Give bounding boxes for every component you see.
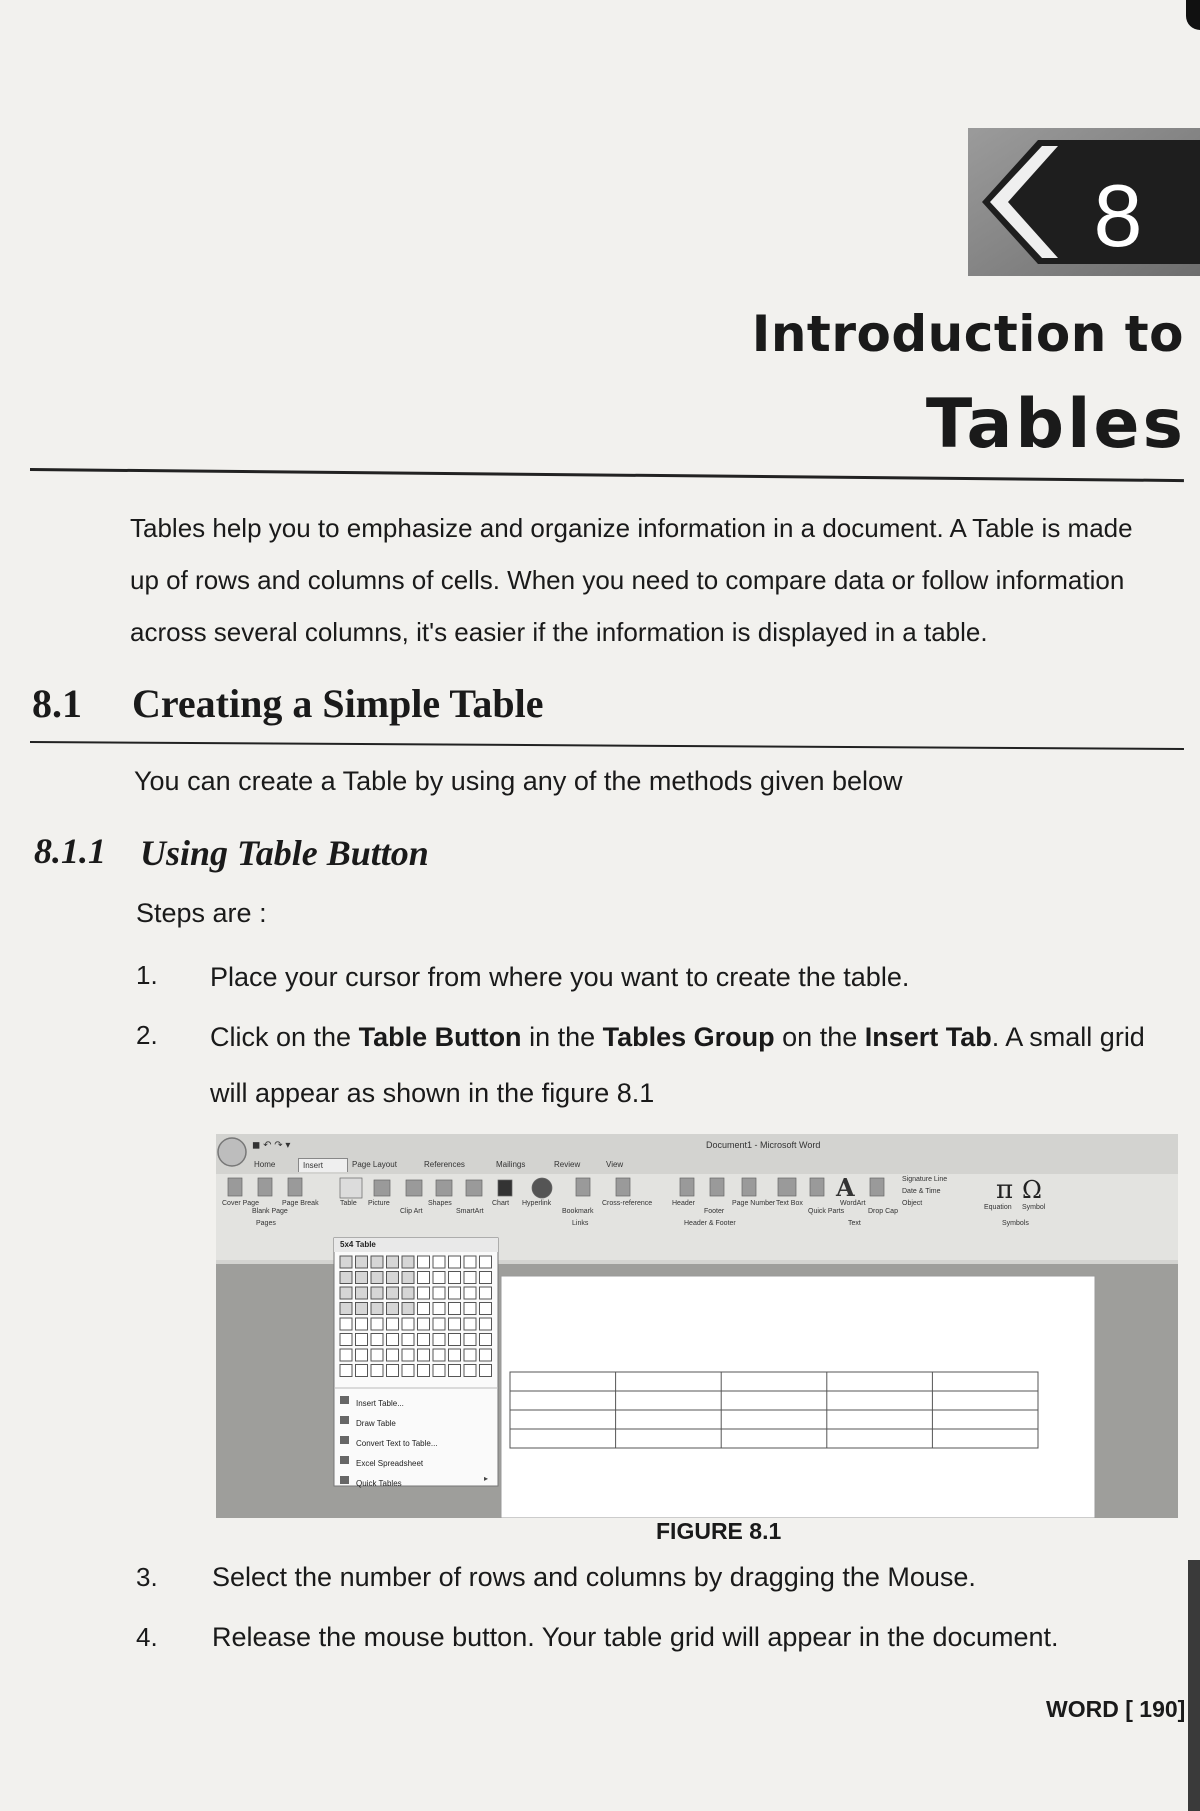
grid-cell[interactable] xyxy=(371,1349,383,1361)
grid-cell[interactable] xyxy=(402,1365,414,1377)
grid-cell[interactable] xyxy=(433,1303,445,1315)
grid-cell[interactable] xyxy=(449,1272,461,1284)
signature-line-button[interactable]: Signature Line xyxy=(902,1176,948,1183)
grid-cell[interactable] xyxy=(371,1318,383,1330)
page-number-button[interactable]: Page Number xyxy=(732,1200,776,1207)
picture-button[interactable]: Picture xyxy=(368,1200,390,1207)
step-1-text: Place your cursor from where you want to create the table. xyxy=(210,962,910,992)
step-1-number: 1. xyxy=(136,960,158,990)
step-2-bold-b: Tables Group xyxy=(602,1022,775,1052)
footer-button[interactable]: Footer xyxy=(704,1208,725,1215)
subsection-title: Using Table Button xyxy=(140,833,429,873)
grid-cell[interactable] xyxy=(449,1349,461,1361)
figure-caption: FIGURE 8.1 xyxy=(656,1518,782,1544)
menu-item-insert-table[interactable]: Insert Table... xyxy=(356,1399,404,1408)
chapter-title-line1: Introduction to xyxy=(751,305,1184,363)
svg-text:▸: ▸ xyxy=(484,1474,489,1483)
step-3-number: 3. xyxy=(136,1562,158,1592)
grid-cell[interactable] xyxy=(402,1287,414,1299)
grid-cell[interactable] xyxy=(340,1303,352,1315)
grid-cell[interactable] xyxy=(433,1272,445,1284)
menu-item-draw-table[interactable]: Draw Table xyxy=(356,1419,396,1428)
step-2-bold-a: Table Button xyxy=(358,1022,522,1052)
step-2-part-d: . A small grid xyxy=(991,1022,1145,1052)
grid-cell[interactable] xyxy=(371,1365,383,1377)
chapter-rule xyxy=(30,468,1184,482)
grid-cell[interactable] xyxy=(356,1287,368,1299)
ribbon-tab-home[interactable]: Home xyxy=(254,1160,276,1169)
grid-cell[interactable] xyxy=(340,1272,352,1284)
step-2-text xyxy=(210,1022,1145,1053)
text-box-button[interactable]: Text Box xyxy=(776,1200,803,1207)
grid-cell[interactable] xyxy=(449,1334,461,1346)
page-footer: WORD [ 190] xyxy=(1046,1696,1186,1722)
ribbon-tab-page-layout[interactable]: Page Layout xyxy=(352,1160,397,1169)
page-corner-shadow xyxy=(1186,0,1200,30)
grid-cell[interactable] xyxy=(480,1318,492,1330)
object-button[interactable]: Object xyxy=(902,1200,923,1207)
grid-cell[interactable] xyxy=(449,1287,461,1299)
grid-cell[interactable] xyxy=(449,1318,461,1330)
chart-button[interactable]: Chart xyxy=(492,1200,510,1207)
grid-cell[interactable] xyxy=(371,1287,383,1299)
grid-cell[interactable] xyxy=(356,1318,368,1330)
grid-cell[interactable] xyxy=(356,1272,368,1284)
grid-cell[interactable] xyxy=(464,1334,476,1346)
ribbon-tab-insert[interactable]: Insert xyxy=(298,1158,348,1172)
grid-cell[interactable] xyxy=(418,1287,430,1299)
step-2-part-c: on the xyxy=(774,1022,865,1052)
symbols-group-label: Symbols xyxy=(1002,1220,1029,1227)
grid-cell[interactable] xyxy=(356,1334,368,1346)
grid-cell[interactable] xyxy=(356,1349,368,1361)
chapter-number-badge xyxy=(968,128,1200,276)
menu-item-excel-spreadsheet[interactable]: Excel Spreadsheet xyxy=(356,1459,424,1468)
ribbon-tabs xyxy=(250,1158,646,1172)
table-button[interactable]: Table xyxy=(340,1200,357,1207)
window-title: Document1 - Microsoft Word xyxy=(706,1140,821,1150)
footer-label: WORD xyxy=(1046,1696,1119,1722)
links-group-label: Links xyxy=(572,1220,589,1227)
grid-cell[interactable] xyxy=(402,1272,414,1284)
grid-cell[interactable] xyxy=(480,1287,492,1299)
grid-cell[interactable] xyxy=(464,1318,476,1330)
section-lead: You can create a Table by using any of the methods given below xyxy=(134,766,903,796)
grid-cell[interactable] xyxy=(449,1365,461,1377)
cross-reference-button[interactable]: Cross-reference xyxy=(602,1200,653,1207)
svg-text:π: π xyxy=(996,1175,1014,1205)
page-break-button[interactable]: Page Break xyxy=(282,1200,319,1207)
section-title: Creating a Simple Table xyxy=(132,681,544,726)
grid-cell[interactable] xyxy=(356,1365,368,1377)
intro-line-1: Tables help you to emphasize and organize information in a document. A Table is made xyxy=(130,513,1133,543)
svg-text:Ω: Ω xyxy=(1022,1176,1042,1204)
ribbon-tab-mailings[interactable]: Mailings xyxy=(496,1160,526,1169)
grid-cell[interactable] xyxy=(418,1349,430,1361)
grid-cell[interactable] xyxy=(340,1349,352,1361)
grid-cell[interactable] xyxy=(433,1349,445,1361)
grid-cell[interactable] xyxy=(464,1303,476,1315)
grid-cell[interactable] xyxy=(387,1303,399,1315)
grid-cell[interactable] xyxy=(371,1334,383,1346)
step-2-line-2: will appear as shown in the figure 8.1 xyxy=(210,1078,655,1108)
grid-cell[interactable] xyxy=(433,1318,445,1330)
chapter-number: 8 xyxy=(1093,166,1143,265)
grid-cell[interactable] xyxy=(480,1272,492,1284)
grid-cell[interactable] xyxy=(402,1303,414,1315)
grid-cell[interactable] xyxy=(433,1287,445,1299)
grid-cell[interactable] xyxy=(418,1334,430,1346)
grid-cell[interactable] xyxy=(402,1334,414,1346)
grid-cell[interactable] xyxy=(387,1318,399,1330)
subsection-number: 8.1.1 xyxy=(34,831,106,871)
intro-line-2: up of rows and columns of cells. When you need to compare data or follow information xyxy=(130,565,1125,595)
clip-art-button[interactable]: Clip Art xyxy=(400,1208,423,1215)
smartart-button[interactable]: SmartArt xyxy=(456,1208,484,1215)
grid-cell[interactable] xyxy=(387,1287,399,1299)
grid-cell[interactable] xyxy=(387,1349,399,1361)
svg-text:A: A xyxy=(836,1173,855,1202)
grid-cell[interactable] xyxy=(402,1318,414,1330)
grid-cell[interactable] xyxy=(418,1272,430,1284)
grid-cell[interactable] xyxy=(371,1303,383,1315)
menu-item-quick-tables[interactable]: Quick Tables xyxy=(356,1479,402,1488)
text-group-label: Text xyxy=(848,1220,861,1227)
dropdown-menu xyxy=(356,1394,438,1494)
quick-parts-button[interactable]: Quick Parts xyxy=(808,1208,845,1215)
grid-cell[interactable] xyxy=(340,1365,352,1377)
menu-item-convert-text-to-table[interactable]: Convert Text to Table... xyxy=(356,1439,438,1448)
grid-cell[interactable] xyxy=(387,1334,399,1346)
grid-cell[interactable] xyxy=(387,1365,399,1377)
grid-cell[interactable] xyxy=(464,1349,476,1361)
header-button[interactable]: Header xyxy=(672,1200,695,1207)
step-4-number: 4. xyxy=(136,1622,158,1652)
grid-cell[interactable] xyxy=(371,1272,383,1284)
equation-button[interactable]: Equation xyxy=(984,1204,1012,1211)
grid-cell[interactable] xyxy=(480,1365,492,1377)
grid-cell[interactable] xyxy=(402,1349,414,1361)
page-number: 190 xyxy=(1139,1696,1178,1722)
grid-cell[interactable] xyxy=(480,1349,492,1361)
drop-cap-button[interactable]: Drop Cap xyxy=(868,1208,898,1215)
intro-paragraph xyxy=(130,502,1180,658)
grid-cell[interactable] xyxy=(480,1303,492,1315)
step-2-part-a: Click on the xyxy=(210,1022,359,1052)
step-2-bold-c: Insert Tab xyxy=(864,1022,992,1052)
step-2-number: 2. xyxy=(136,1020,158,1050)
date-time-button[interactable]: Date & Time xyxy=(902,1188,941,1195)
dropdown-header: 5x4 Table xyxy=(340,1240,376,1249)
symbol-button[interactable]: Symbol xyxy=(1022,1204,1046,1211)
chapter-title-line2: Tables xyxy=(925,385,1186,464)
steps-label: Steps are : xyxy=(136,898,267,928)
shapes-button[interactable]: Shapes xyxy=(428,1200,452,1207)
grid-cell[interactable] xyxy=(449,1303,461,1315)
cover-page-button[interactable]: Cover Page xyxy=(222,1200,259,1207)
step-3-text: Select the number of rows and columns by dragging the Mouse. xyxy=(212,1562,976,1592)
ribbon-tab-references[interactable]: References xyxy=(424,1160,465,1169)
ribbon-tab-review[interactable]: Review xyxy=(554,1160,581,1169)
hyperlink-button[interactable]: Hyperlink xyxy=(522,1200,552,1207)
grid-cell[interactable] xyxy=(340,1318,352,1330)
grid-cell[interactable] xyxy=(387,1272,399,1284)
grid-cell[interactable] xyxy=(480,1334,492,1346)
blank-page-button[interactable]: Blank Page xyxy=(252,1208,288,1215)
step-4-text: Release the mouse button. Your table grid will appear in the document. xyxy=(212,1622,1059,1652)
grid-cell[interactable] xyxy=(418,1303,430,1315)
intro-line-3: across several columns, it's easier if the information is displayed in a table. xyxy=(130,617,988,647)
grid-cell[interactable] xyxy=(340,1287,352,1299)
grid-cell[interactable] xyxy=(418,1365,430,1377)
ribbon-labels xyxy=(216,1176,1178,1260)
grid-cell[interactable] xyxy=(464,1365,476,1377)
header-footer-group-label: Header & Footer xyxy=(684,1220,736,1227)
section-number: 8.1 xyxy=(32,681,82,726)
grid-cell[interactable] xyxy=(433,1334,445,1346)
grid-cell[interactable] xyxy=(433,1365,445,1377)
grid-cell[interactable] xyxy=(464,1272,476,1284)
bookmark-button[interactable]: Bookmark xyxy=(562,1208,594,1215)
grid-cell[interactable] xyxy=(356,1303,368,1315)
grid-cell[interactable] xyxy=(464,1287,476,1299)
grid-cell[interactable] xyxy=(418,1318,430,1330)
wordart-button[interactable]: WordArt xyxy=(840,1200,866,1207)
page-edge-shadow xyxy=(1188,1560,1200,1811)
step-2-part-b: in the xyxy=(521,1022,603,1052)
quick-access-toolbar[interactable]: ◼ ↶ ↷ ▾ xyxy=(252,1140,291,1151)
ribbon-tab-view[interactable]: View xyxy=(606,1160,624,1169)
section-rule xyxy=(30,741,1184,750)
figure-word-screenshot xyxy=(216,1134,1178,1518)
grid-cell[interactable] xyxy=(340,1334,352,1346)
pages-group-label: Pages xyxy=(256,1220,276,1227)
